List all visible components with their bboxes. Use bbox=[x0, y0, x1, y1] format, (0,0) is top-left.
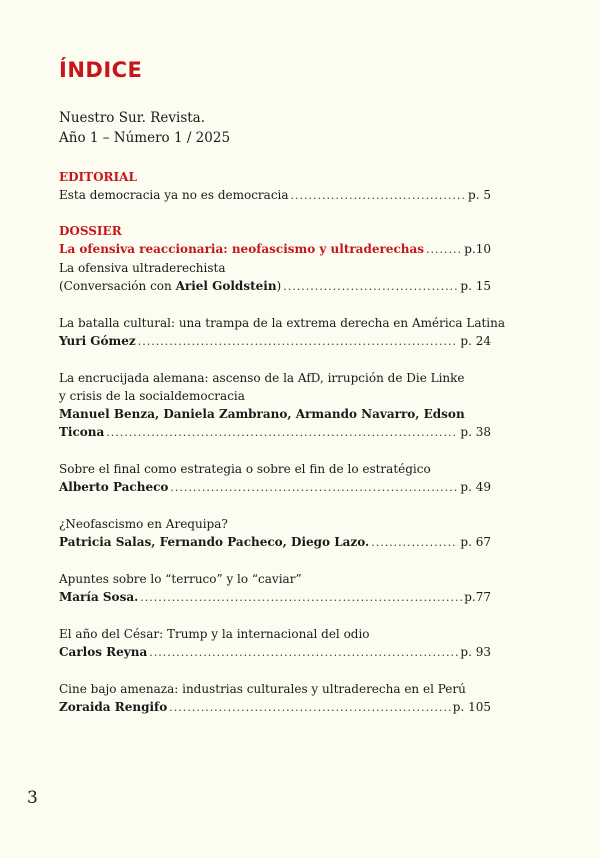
dot-leader bbox=[283, 278, 458, 296]
publication-info bbox=[59, 108, 230, 148]
toc-entry[interactable] bbox=[59, 314, 506, 351]
toc-entry[interactable] bbox=[59, 515, 491, 552]
entry-page: p. 49 bbox=[460, 480, 491, 494]
entry-page: p. 93 bbox=[460, 645, 491, 659]
entry-author: Ticona bbox=[59, 425, 105, 439]
entry-title: Sobre el final como estrategia o sobre el fin de lo estratégico bbox=[59, 462, 431, 476]
dot-leader bbox=[140, 589, 462, 607]
entry-author: María Sosa. bbox=[59, 590, 139, 604]
entry-title: ¿Neofascismo en Arequipa? bbox=[59, 517, 228, 531]
dot-leader bbox=[138, 333, 459, 351]
dot-leader bbox=[170, 479, 458, 497]
entry-page: p. 24 bbox=[460, 334, 491, 348]
entry-title: El año del César: Trump y la internacional del odio bbox=[59, 627, 370, 641]
toc-entry-dossier-headline[interactable] bbox=[59, 240, 491, 259]
dot-leader bbox=[106, 424, 458, 442]
subtitle-prefix: (Conversación con bbox=[59, 279, 176, 293]
toc-entry-editorial[interactable] bbox=[59, 186, 491, 205]
entry-title: La encrucijada alemana: ascenso de la AfD, irrupción de Die Linke bbox=[59, 371, 465, 385]
entry-author: Ariel Goldstein bbox=[175, 279, 277, 293]
entry-title: Cine bajo amenaza: industrias culturales y ultraderecha en el Perú bbox=[59, 682, 466, 696]
entry-author: Carlos Reyna bbox=[59, 645, 148, 659]
entry-subtitle bbox=[59, 277, 281, 295]
entry-title: Apuntes sobre lo “terruco” y lo “caviar” bbox=[59, 572, 302, 586]
table-of-contents bbox=[59, 168, 506, 735]
dot-leader bbox=[291, 187, 467, 205]
section-label-editorial: EDITORIAL bbox=[59, 170, 137, 184]
toc-entry[interactable] bbox=[59, 680, 491, 717]
toc-entry[interactable] bbox=[59, 625, 491, 662]
toc-entry[interactable] bbox=[59, 369, 491, 442]
entry-author: Zoraida Rengifo bbox=[59, 700, 168, 714]
toc-entry-interview[interactable] bbox=[59, 277, 491, 296]
section-label-dossier: DOSSIER bbox=[59, 224, 122, 238]
entry-page: p. 15 bbox=[460, 279, 491, 293]
dot-leader bbox=[426, 241, 462, 259]
entry-author: Yuri Gómez bbox=[59, 334, 136, 348]
subtitle-suffix: ) bbox=[276, 279, 282, 293]
toc-entry[interactable] bbox=[59, 570, 491, 607]
entry-title: La ofensiva reaccionaria: neofascismo y ultraderechas bbox=[59, 242, 425, 256]
entry-page: p. 38 bbox=[460, 425, 491, 439]
entry-page: p.77 bbox=[464, 590, 491, 604]
entry-page: p. 67 bbox=[460, 535, 491, 549]
entry-page: p. 105 bbox=[452, 700, 491, 714]
dot-leader bbox=[371, 534, 458, 552]
publication-name: Nuestro Sur. Revista. bbox=[59, 110, 206, 126]
entry-title: La ofensiva ultraderechista bbox=[59, 261, 226, 275]
dot-leader bbox=[149, 644, 458, 662]
entry-title: La batalla cultural: una trampa de la extrema derecha en América Latina bbox=[59, 316, 506, 330]
toc-entry[interactable] bbox=[59, 460, 491, 497]
publication-issue: Año 1 – Número 1 / 2025 bbox=[59, 130, 231, 146]
entry-title: Esta democracia ya no es democracia bbox=[59, 188, 289, 202]
entry-page: p.10 bbox=[464, 242, 491, 256]
dot-leader bbox=[169, 699, 451, 717]
page-title: ÍNDICE bbox=[59, 58, 143, 82]
entry-author-line: Manuel Benza, Daniela Zambrano, Armando Navarro, Edson bbox=[59, 407, 465, 421]
page-number: 3 bbox=[27, 788, 38, 808]
entry-author: Alberto Pacheco bbox=[59, 480, 169, 494]
entry-author: Patricia Salas, Fernando Pacheco, Diego Lazo. bbox=[59, 535, 370, 549]
entry-page: p. 5 bbox=[468, 188, 491, 202]
entry-title-cont: y crisis de la socialdemocracia bbox=[59, 389, 245, 403]
